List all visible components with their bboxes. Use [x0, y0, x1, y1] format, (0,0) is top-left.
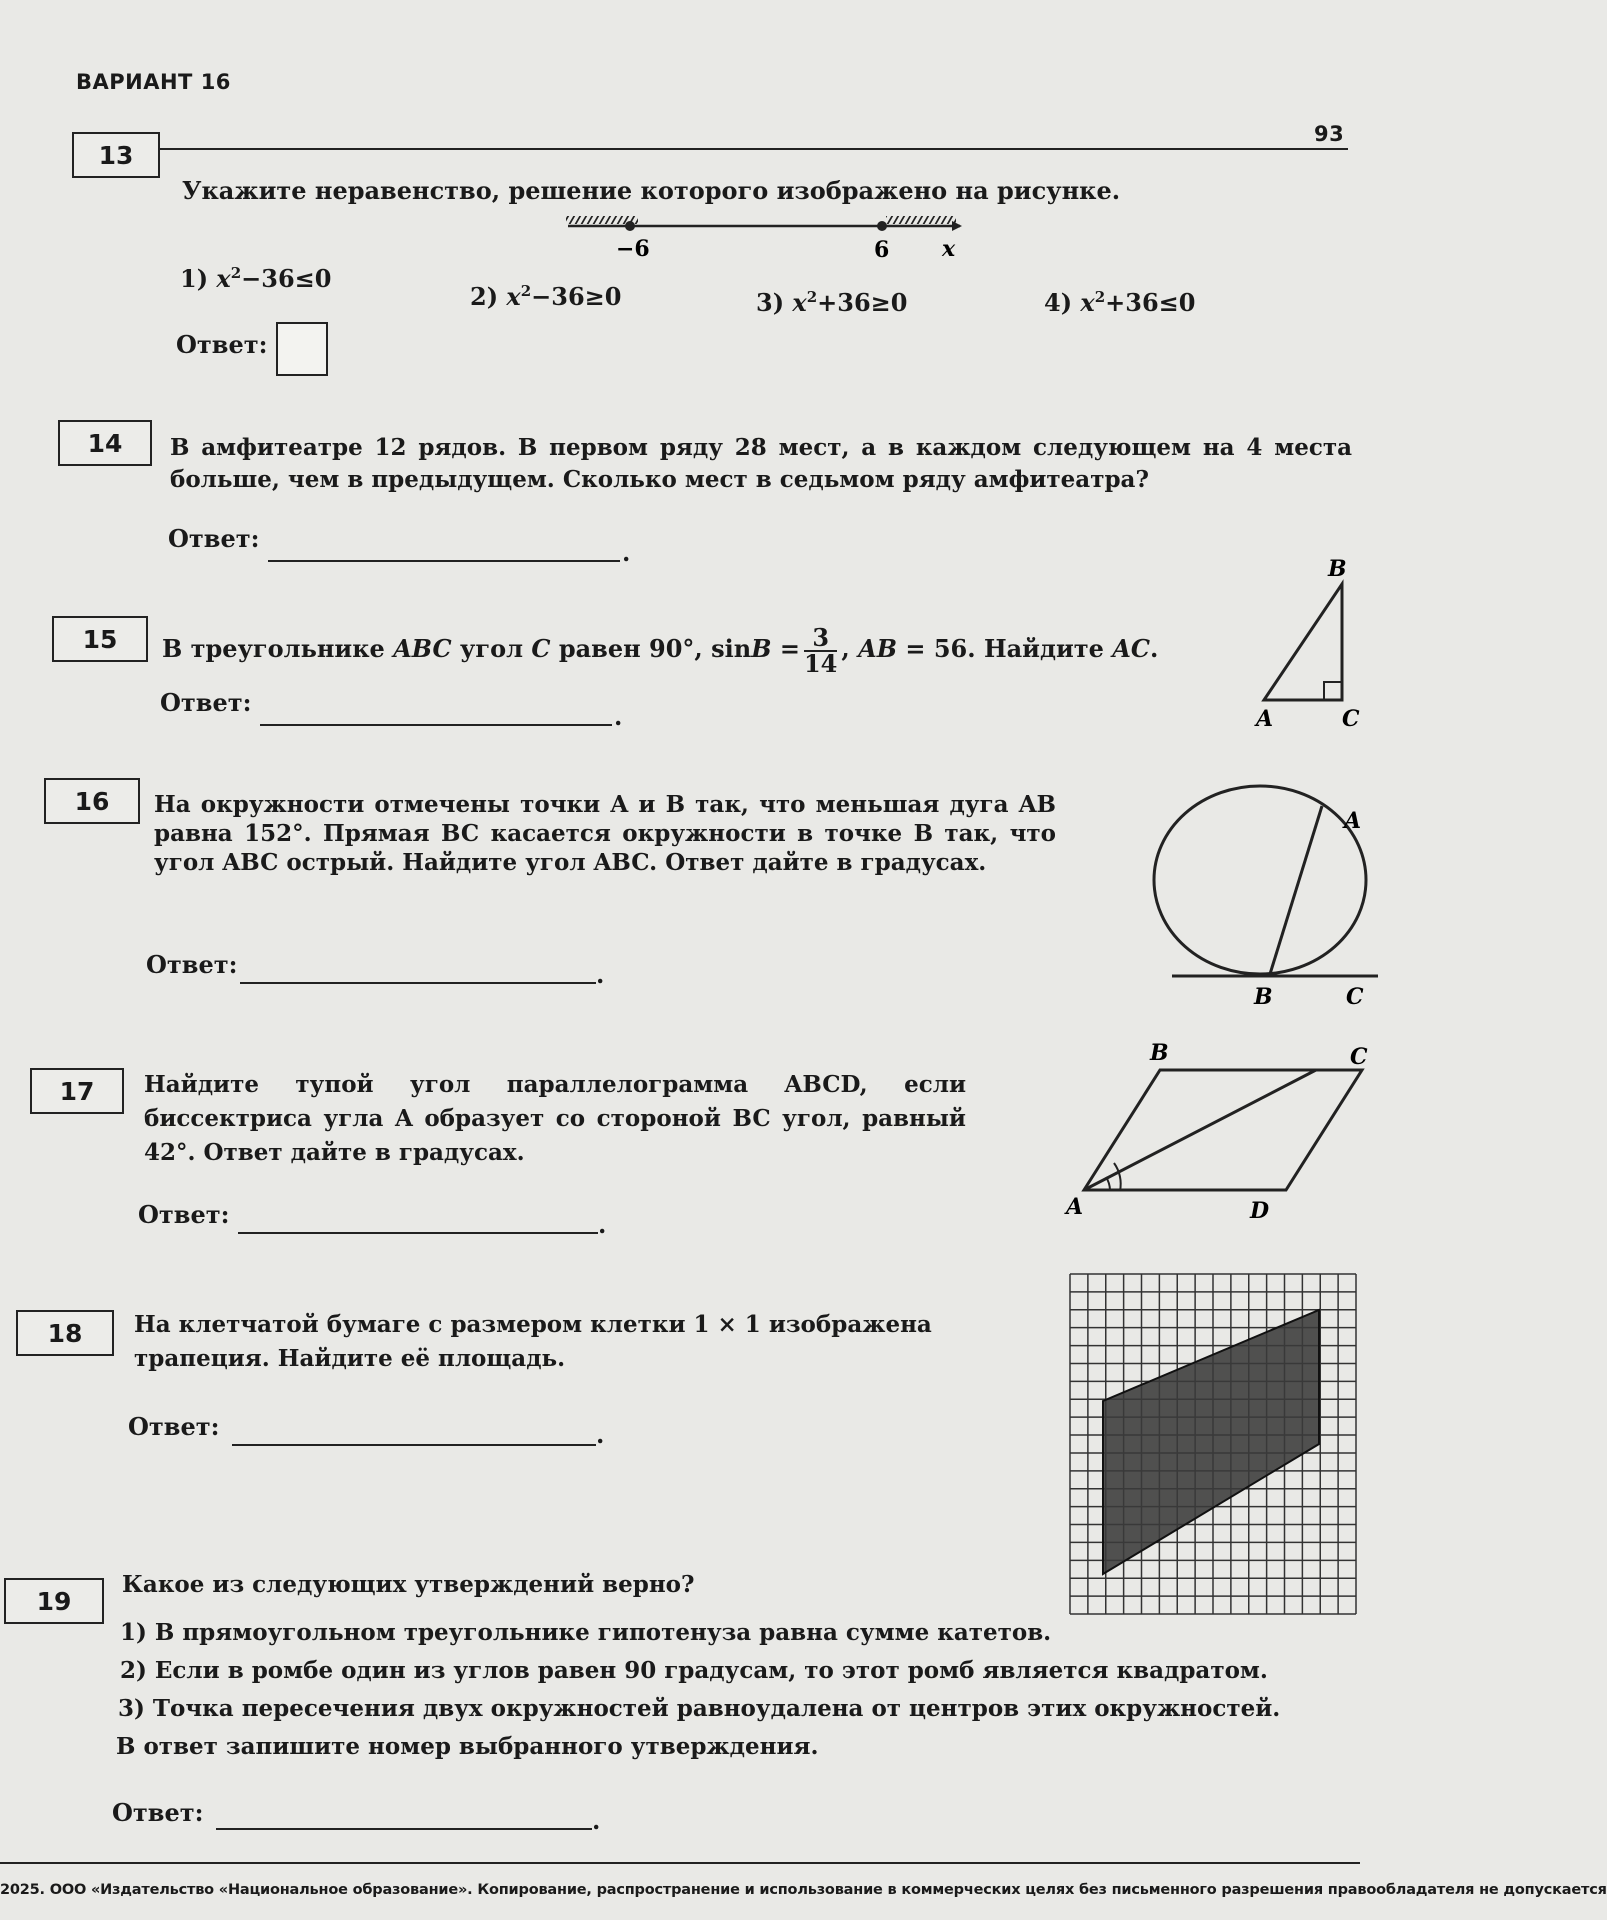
task-19-statement-3: 3) Точка пересечения двух окружностей равноудалена от центров этих окружностей. — [118, 1695, 1281, 1722]
task-19-instruction: В ответ запишите номер выбранного утверждения. — [116, 1733, 819, 1760]
task-14-answer-line[interactable] — [268, 560, 620, 562]
task-19-answer-line[interactable] — [216, 1828, 592, 1830]
task-number-13: 13 — [72, 132, 160, 178]
parallelogram-abcd-figure — [1060, 1036, 1390, 1226]
label-6: 6 — [874, 237, 890, 263]
task-19-answer-dot: . — [592, 1806, 601, 1835]
task-18-answer-label: Ответ: — [128, 1412, 220, 1441]
variant-title: ВАРИАНТ 16 — [76, 70, 231, 94]
task-16-text: На окружности отмечены точки A и B так, что меньшая дуга AB равна 152°. Прямая BC касается окружности в точке B так, что угол ABC острый. Найдите угол ABC. Ответ дайте в градусах. — [154, 791, 1056, 876]
task-16-answer-line[interactable] — [240, 982, 596, 984]
point-minus-6 — [625, 221, 635, 231]
task-14-answer-label: Ответ: — [168, 524, 260, 553]
task-15-answer-label: Ответ: — [160, 688, 252, 717]
triangle-abc-figure — [1244, 552, 1374, 742]
task-number-14: 14 — [58, 420, 152, 466]
task-number-15: 15 — [52, 616, 148, 662]
footer-rule — [0, 1862, 1360, 1864]
tri-label-a: A — [1256, 706, 1274, 732]
task-number-19: 19 — [4, 1578, 104, 1624]
task-number-18: 18 — [16, 1310, 114, 1356]
task-13-text: Укажите неравенство, решение которого изображено на рисунке. — [182, 176, 1121, 205]
header-rule — [76, 148, 1348, 150]
task-13-option-3: 3) $x^2+36\ge 0$ — [756, 288, 908, 317]
number-line-figure — [560, 206, 980, 264]
par-label-c: C — [1350, 1044, 1368, 1070]
task-15-answer-line[interactable] — [260, 724, 612, 726]
task-18-answer-line[interactable] — [232, 1444, 596, 1446]
task-18-answer-dot: . — [596, 1420, 605, 1449]
task-13-answer-box[interactable] — [276, 322, 328, 376]
copyright-footer: 2025. ООО «Издательство «Национальное образование». Копирование, распространение и использование в коммерческих целях без письменного разрешения правообладателя не допускается — [0, 1882, 1607, 1898]
circ-label-b: B — [1254, 984, 1273, 1010]
tri-label-b: B — [1328, 556, 1347, 582]
task-14-text: В амфитеатре 12 рядов. В первом ряду 28 мест, а в каждом следующем на 4 места больше, чем в предыдущем. Сколько мест в седьмом ряду амфитеатра? — [170, 434, 1352, 493]
point-6 — [877, 221, 887, 231]
par-label-d: D — [1250, 1198, 1270, 1224]
label-x: x — [942, 236, 956, 262]
task-19-statement-2: 2) Если в ромбе один из углов равен 90 градусам, то этот ромб является квадратом. — [120, 1657, 1268, 1684]
task-13-option-2: 2) $x^2-36\ge 0$ — [470, 282, 622, 311]
grid-trapezoid-figure — [1068, 1272, 1358, 1616]
axis-arrow — [952, 221, 962, 231]
task-16-answer-label: Ответ: — [146, 950, 238, 979]
task-13-answer-label: Ответ: — [176, 330, 268, 359]
task-19-answer-label: Ответ: — [112, 1798, 204, 1827]
trapezoid-shape — [1103, 1310, 1319, 1574]
task-17-text: Найдите тупой угол параллелограмма ABCD, если биссектриса угла A образует со стороной BC угол, равный 42°. Ответ дайте в градусах. — [144, 1071, 966, 1166]
circle-tangent-figure — [1150, 784, 1390, 1014]
label-minus-6: −6 — [616, 236, 650, 262]
page-number: 93 — [1314, 122, 1345, 146]
circ-label-a: A — [1344, 808, 1362, 834]
par-label-b: B — [1150, 1040, 1169, 1066]
task-15-text: В треугольнике ABC угол C равен 90°, sinB = $\frac{3}{14}$ , AB = 56. Найдите AC. — [162, 622, 1159, 678]
hatch-right — [886, 216, 956, 224]
task-13-option-4: 4) $x^2+36\le 0$ — [1044, 288, 1196, 317]
task-15-answer-dot: . — [614, 702, 623, 731]
task-13-option-1: 1) $x^2-36\le 0$ — [180, 264, 332, 293]
sin-fraction: $\frac{3}{14}$ — [803, 622, 838, 678]
task-18-text: На клетчатой бумаге с размером клетки 1 × 1 изображена трапеция. Найдите её площадь. — [134, 1311, 932, 1372]
task-number-17: 17 — [30, 1068, 124, 1114]
task-number-16: 16 — [44, 778, 140, 824]
task-17-answer-line[interactable] — [238, 1232, 598, 1234]
task-17-answer-dot: . — [598, 1210, 607, 1239]
task-19-text: Какое из следующих утверждений верно? — [122, 1571, 695, 1598]
task-19-statement-1: 1) В прямоугольном треугольнике гипотенуза равна сумме катетов. — [120, 1619, 1052, 1646]
circ-label-c: C — [1346, 984, 1364, 1010]
task-16-answer-dot: . — [596, 960, 605, 989]
tri-label-c: C — [1342, 706, 1360, 732]
task-17-answer-label: Ответ: — [138, 1200, 230, 1229]
task-14-answer-dot: . — [622, 538, 631, 567]
par-label-a: A — [1066, 1194, 1084, 1220]
